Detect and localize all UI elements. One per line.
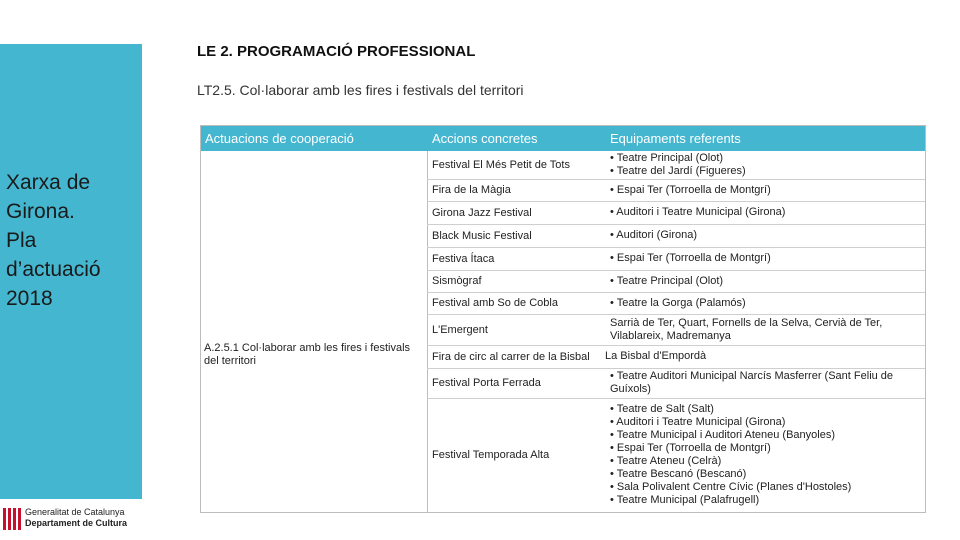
accio-cell: Festival amb So de Cobla: [432, 297, 558, 309]
generalitat-logo: [3, 506, 153, 532]
equipaments-text: • Teatre la Gorga (Palamós): [610, 296, 746, 309]
equipaments-cell: [610, 368, 925, 398]
equipaments-text: • Auditori (Girona): [610, 229, 697, 241]
accio-cell: Fira de la Màgia: [432, 184, 511, 196]
table-row: [427, 368, 925, 399]
equipaments-text: La Bisbal d'Empordà: [605, 350, 707, 362]
header-equipaments: Equipaments referents: [610, 131, 741, 146]
equipaments-cell: [610, 179, 925, 201]
logo-text: [25, 507, 127, 529]
table-row: [427, 345, 925, 369]
table-row: [427, 270, 925, 293]
equipaments-text: • Espai Ter (Torroella de Montgrí): [610, 183, 771, 196]
actuacio-cell: [201, 151, 428, 512]
equipaments-cell: [610, 224, 925, 247]
accio-cell: Festival El Més Petit de Tots: [432, 159, 570, 171]
accio-cell: Festival Temporada Alta: [432, 449, 550, 461]
equipaments-cell: [610, 314, 925, 345]
equipaments-text: • Teatre de Salt (Salt) • Auditori i Teatre Municipal (Girona) • Teatre Municipal i Auditori Ateneu (Banyoles) • Espai Ter (Torroella de Montgrí) • Teatre Ateneu (Celrà) • Teatre Bescanó (Bescanó) • Sala Polivalent Centre Cívic (Planes d'Hostoles) • Teatre Municipal (Palafrugell): [610, 403, 852, 506]
table-row: [427, 224, 925, 248]
header-actuacions: Actuacions de cooperació: [205, 131, 354, 146]
accio-cell: Black Music Festival: [432, 229, 532, 242]
table-row: [427, 151, 925, 180]
header-accions: Accions concretes: [432, 131, 538, 146]
actuacio-text: A.2.5.1 Col·laborar amb les fires i festivals del territori: [204, 342, 411, 367]
table-row: [427, 247, 925, 271]
equipaments-text: • Espai Ter (Torroella de Montgrí): [610, 252, 771, 264]
equipaments-cell: [610, 201, 925, 224]
equipaments-text: Sarrià de Ter, Quart, Fornells de la Selva, Cervià de Ter, Vilablareix, Madremanya: [610, 316, 883, 342]
equipaments-cell: [605, 345, 920, 368]
table-row: [427, 179, 925, 202]
table-row: [427, 314, 925, 346]
equipaments-text: • Auditori i Teatre Municipal (Girona): [610, 206, 786, 218]
table-row: [427, 292, 925, 315]
equipaments-text: • Teatre Principal (Olot) • Teatre del Jardí (Figueres): [610, 152, 746, 177]
equipaments-text: • Teatre Principal (Olot): [610, 274, 724, 287]
page-title: LE 2. PROGRAMACIÓ PROFESSIONAL: [197, 43, 476, 60]
senyera-icon: [3, 508, 21, 530]
table-row: [427, 398, 925, 512]
accio-cell: Fira de circ al carrer de la Bisbal: [432, 350, 590, 363]
accio-cell: Festival Porta Ferrada: [432, 377, 541, 389]
page-subtitle: LT2.5. Col·laborar amb les fires i festivals del territori: [197, 82, 524, 98]
logo-line-1: Generalitat de Catalunya: [25, 507, 125, 517]
equipaments-cell: [610, 270, 925, 292]
actions-table: [200, 125, 926, 513]
table-row: [427, 201, 925, 225]
logo-line-2: Departament de Cultura: [25, 518, 128, 528]
accio-cell: Festiva Ítaca: [432, 252, 495, 265]
accio-cell: L'Emergent: [432, 323, 488, 336]
accio-cell: Sismògraf: [432, 275, 482, 287]
accio-cell: Girona Jazz Festival: [432, 206, 532, 219]
table-header: [201, 126, 925, 151]
equipaments-cell: [610, 151, 925, 179]
equipaments-text: • Teatre Auditori Municipal Narcís Masferrer (Sant Feliu de Guíxols): [610, 370, 894, 395]
slide-sidebar-title: Xarxa de Girona. Pla d’actuació 2018: [6, 171, 101, 310]
equipaments-cell: [610, 247, 925, 270]
equipaments-cell: [610, 398, 925, 512]
equipaments-cell: [610, 292, 925, 314]
